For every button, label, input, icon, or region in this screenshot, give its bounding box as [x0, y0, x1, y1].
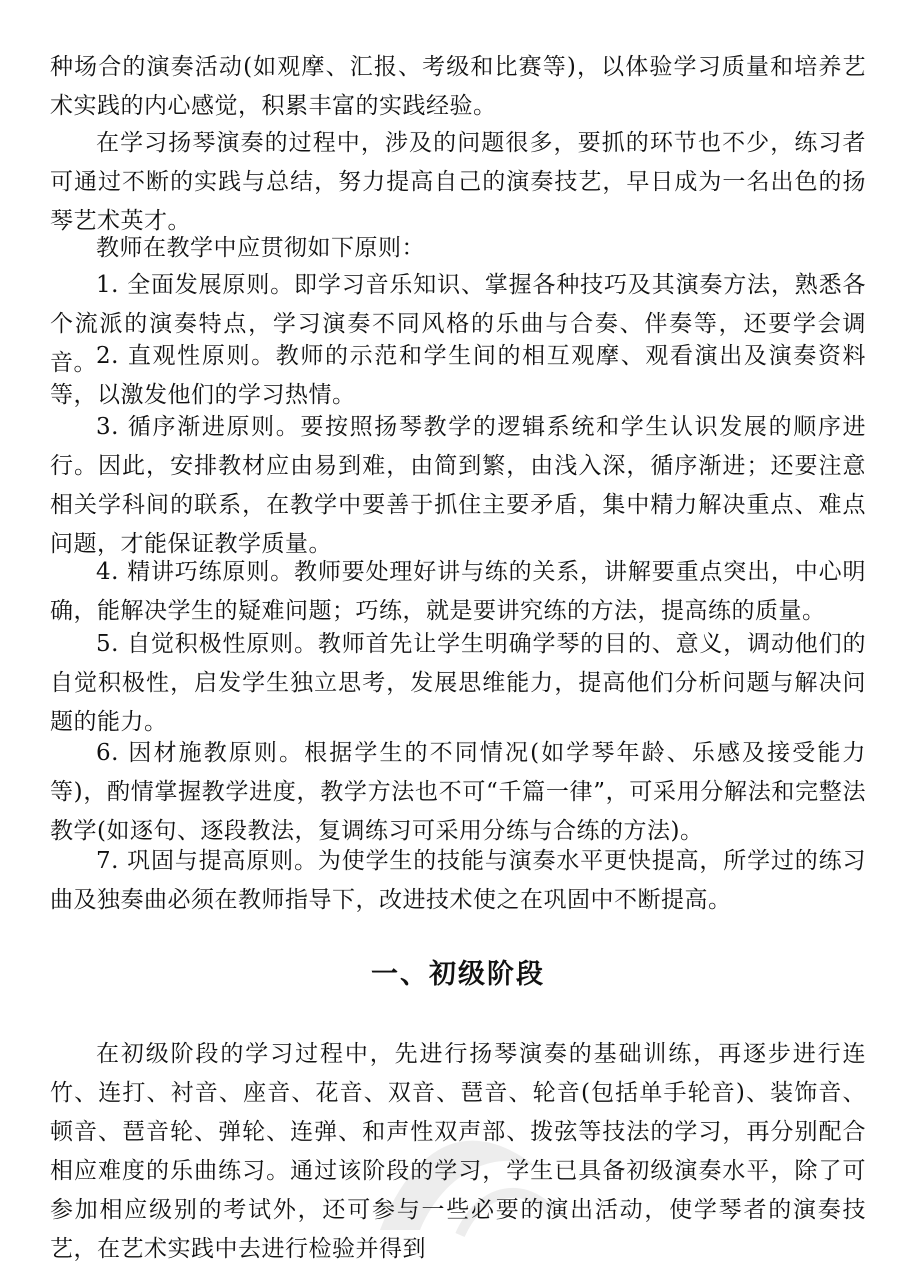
principle-7: 7. 巩固与提高原则。为使学生的技能与演奏水平更快提高，所学过的练习曲及独奏曲必须在教师指导下，改进技术使之在巩固中不断提高。	[50, 848, 866, 913]
principle-3: 3. 循序渐进原则。要按照扬琴教学的逻辑系统和学生认识发展的顺序进行。因此，安排教材应由易到难，由简到繁，由浅入深，循序渐进；还要注意相关学科间的联系，在教学中要善于抓住主要矛盾，集中精力解决重点、难点问题，才能保证教学质量。	[50, 414, 866, 557]
paragraph-practice: 在学习扬琴演奏的过程中，涉及的问题很多，要抓的环节也不少，练习者可通过不断的实践与总结，努力提高自己的演奏技艺，早日成为一名出色的扬琴艺术英才。	[50, 130, 866, 234]
principle-5: 5. 自觉积极性原则。教师首先让学生明确学琴的目的、意义，调动他们的自觉积极性，启发学生独立思考，发展思维能力，提高他们分析问题与解决问题的能力。	[50, 631, 866, 735]
section-heading: 一、初级阶段	[371, 959, 545, 990]
principle-4: 4. 精讲巧练原则。教师要处理好讲与练的关系，讲解要重点突出，中心明确，能解决学生的疑难问题；巧练，就是要讲究练的方法，提高练的质量。	[50, 559, 866, 624]
paragraph-principles-intro: 教师在教学中应贯彻如下原则：	[96, 235, 425, 261]
paragraph-continuation: 种场合的演奏活动(如观摩、汇报、考级和比赛等)，以体验学习质量和培养艺术实践的内心感觉，积累丰富的实践经验。	[50, 54, 866, 119]
principle-2: 2. 直观性原则。教师的示范和学生间的相互观摩、观看演出及演奏资料等，以激发他们的学习热情。	[50, 343, 866, 408]
principle-1: 1. 全面发展原则。即学习音乐知识、掌握各种技巧及其演奏方法，熟悉各个流派的演奏特点，学习演奏不同风格的乐曲与合奏、伴奏等，还要学会调音。	[50, 272, 866, 376]
principle-6: 6. 因材施教原则。根据学生的不同情况(如学琴年龄、乐感及接受能力等)，酌情掌握教学进度，教学方法也不可“千篇一律”，可采用分解法和完整法教学(如逐句、逐段教法，复调练习可采用分练与合练的方法)。	[50, 740, 866, 844]
section-body: 在初级阶段的学习过程中，先进行扬琴演奏的基础训练，再逐步进行连竹、连打、衬音、座音、花音、双音、琶音、轮音(包括单手轮音)、装饰音、顿音、琶音轮、弹轮、连弹、和声性双声部、拨弦等技法的学习，再分别配合相应难度的乐曲练习。通过该阶段的学习，学生已具备初级演奏水平，除了可参加相应级别的考试外，还可参与一些必要的演出活动，使学琴者的演奏技艺，在艺术实践中去进行检验并得到	[50, 1041, 866, 1262]
